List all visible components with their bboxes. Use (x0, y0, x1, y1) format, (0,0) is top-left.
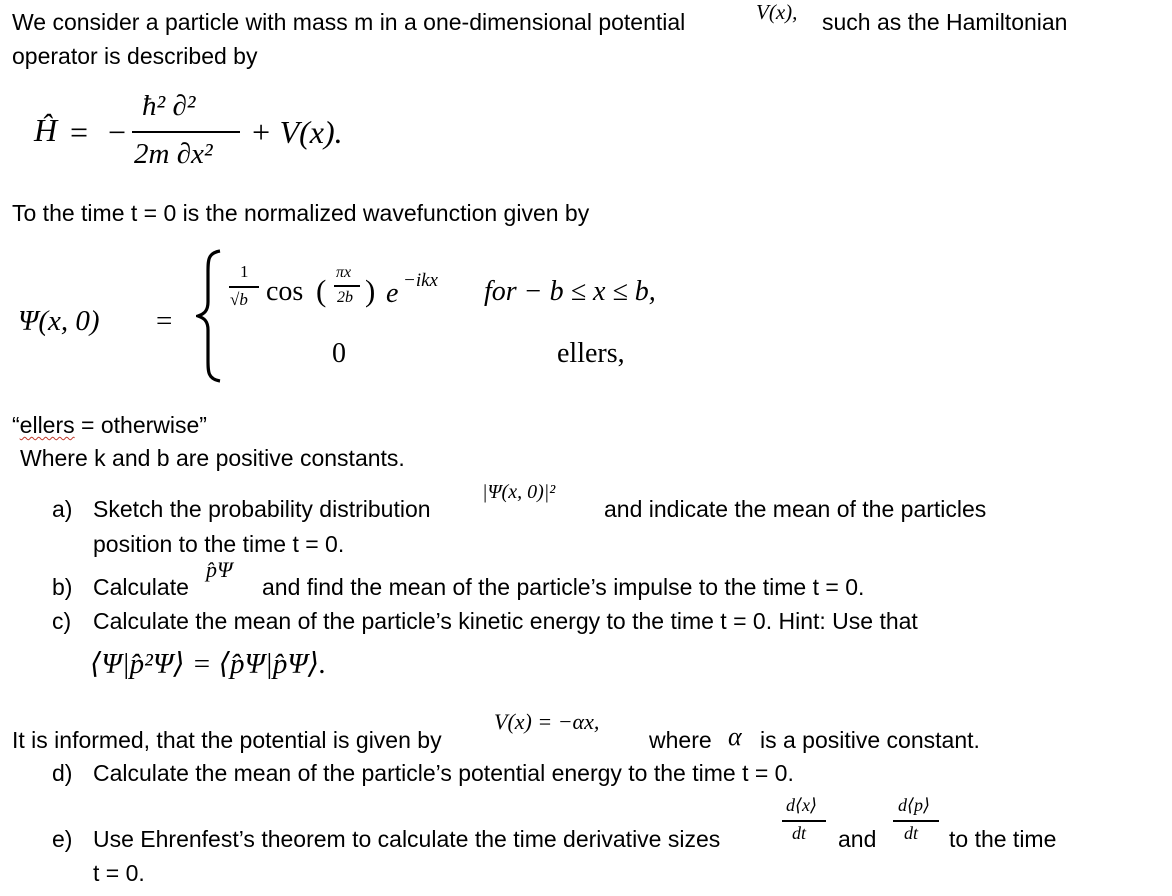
intro-text-1: We consider a particle with mass m in a one-dimensional potential (12, 9, 686, 35)
e-frac1-denominator: dt (792, 823, 807, 843)
frac2-denominator: 2b (337, 289, 353, 306)
left-brace-icon (196, 248, 226, 384)
hamiltonian-potential-term: + V(x). (250, 114, 343, 150)
item-e-label: e) (52, 826, 73, 852)
hamiltonian-fraction-bar (132, 131, 240, 133)
item-d-text: Calculate the mean of the particle’s potential energy to the time t = 0. (93, 760, 794, 786)
note-rest: = otherwise” (74, 412, 207, 438)
e-frac1-numerator: d⟨x⟩ (786, 795, 818, 815)
paren-close: ) (365, 273, 376, 308)
item-c-label: c) (52, 608, 72, 634)
hamiltonian-minus: − (108, 114, 127, 150)
hamiltonian-lhs: Ĥ (34, 112, 58, 148)
e-frac2-numerator: d⟨p⟩ (898, 795, 931, 815)
hamiltonian-denominator: 2m ∂x² (134, 138, 213, 170)
note-quote: “ (12, 412, 20, 438)
intro-math-potential: V(x), (756, 0, 798, 24)
item-c-text: Calculate the mean of the particle’s kinetic energy to the time t = 0. Hint: Use that (93, 608, 918, 634)
alpha-symbol: α (728, 722, 742, 751)
e-frac2-denominator: dt (904, 823, 919, 843)
item-b-label: b) (52, 574, 73, 600)
e-frac2-bar (893, 820, 939, 822)
frac2-bar (334, 285, 360, 287)
hamiltonian-equals: = (70, 114, 89, 150)
item-c-math: ⟨Ψ|p̂²Ψ⟩ = ⟨p̂Ψ|p̂Ψ⟩. (90, 648, 327, 680)
hamiltonian-numerator: ħ² ∂² (142, 90, 196, 122)
intro-text-3: operator is described by (12, 43, 258, 69)
item-b-text-2: and find the mean of the particle’s impulse to the time t = 0. (262, 574, 865, 600)
time-text: To the time t = 0 is the normalized wavefunction given by (12, 200, 590, 226)
item-d-label: d) (52, 760, 73, 786)
frac1-numerator: 1 (240, 262, 249, 281)
exp-base: e (386, 278, 399, 309)
potential-text-3: is a positive constant. (760, 727, 980, 753)
wavefunction-equals: = (156, 305, 173, 337)
item-a-text-2: and indicate the mean of the particles (604, 496, 987, 522)
wavefunction-lhs: Ψ(x, 0) (18, 305, 100, 337)
zero-value: 0 (332, 338, 346, 369)
potential-text-2: where (649, 727, 712, 753)
item-e-text: Use Ehrenfest’s theorem to calculate the time derivative sizes (93, 826, 721, 852)
item-a-label: a) (52, 496, 73, 522)
condition-2: ellers, (557, 338, 625, 369)
potential-text: It is informed, that the potential is given by (12, 727, 442, 753)
item-a-text: Sketch the probability distribution (93, 496, 431, 522)
item-b-text: Calculate (93, 574, 189, 600)
exp-power: −ikx (403, 270, 438, 291)
note-word: ellers (19, 412, 75, 438)
intro-text-2: such as the Hamiltonian (822, 9, 1068, 35)
frac1-bar (229, 286, 259, 288)
cos-function: cos (266, 276, 304, 307)
item-a-math: |Ψ(x, 0)|² (482, 481, 556, 503)
frac2-numerator: πx (336, 264, 352, 281)
item-e-and: and (838, 826, 877, 852)
e-frac1-bar (782, 820, 826, 822)
frac1-denominator: √b (230, 290, 248, 309)
potential-math: V(x) = −αx, (494, 709, 600, 734)
ellers-note (12, 411, 207, 439)
item-e-text-2: to the time (949, 826, 1057, 852)
item-e-text-3: t = 0. (93, 860, 145, 886)
item-a-text-3: position to the time t = 0. (93, 531, 345, 557)
paren-open: ( (316, 273, 327, 308)
item-b-math: p̂Ψ (206, 557, 233, 582)
constants-text: Where k and b are positive constants. (20, 445, 405, 471)
condition-1: for − b ≤ x ≤ b, (484, 276, 656, 307)
